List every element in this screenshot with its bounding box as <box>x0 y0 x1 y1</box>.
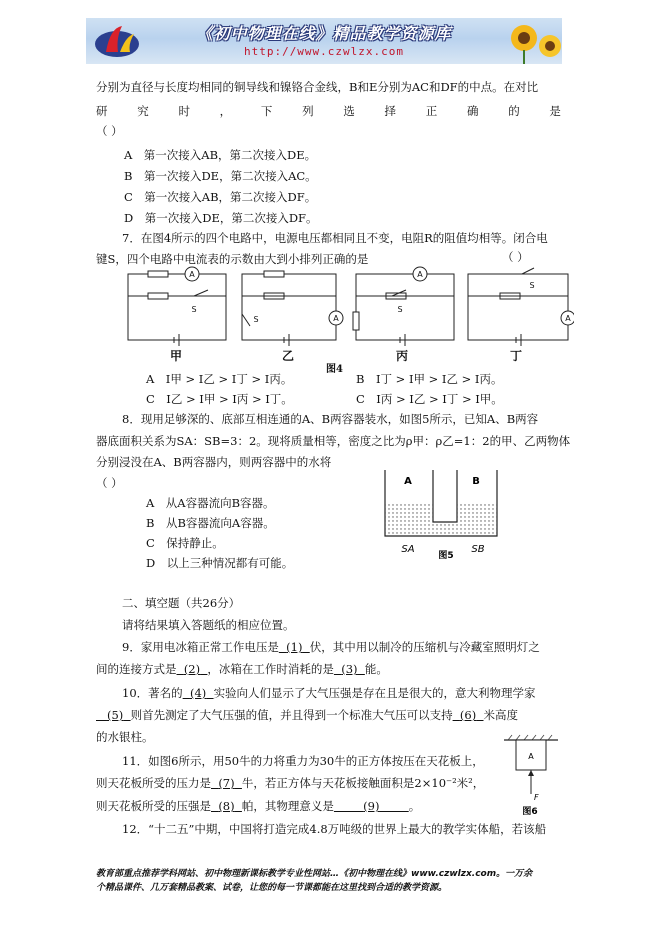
container-b-label: B <box>472 476 480 487</box>
blank-7-label: (7) <box>218 776 235 790</box>
q11-text: 。 <box>408 799 421 813</box>
q6-char: 时 <box>178 104 190 118</box>
ammeter-label: A <box>565 314 571 323</box>
q6-option-c: C 第一次接入AB，第二次接入DF。 <box>124 190 317 204</box>
blank-2-label: (2) <box>183 662 201 676</box>
q8-option-c: C 保持静止。 <box>146 536 224 550</box>
switch-label: S <box>253 315 259 324</box>
q9-text: 9．家用电冰箱正常工作电压是 <box>122 640 279 654</box>
blank-8 <box>211 799 242 813</box>
q11-line1: 11．如图6所示，用50牛的力将重力为30牛的正方体按压在天花板上， <box>122 754 484 768</box>
q10-line2 <box>96 708 518 722</box>
area-sb-label: SB <box>471 544 485 555</box>
force-label: F <box>534 793 539 802</box>
figure-4-circuits <box>124 266 574 362</box>
area-sa-label: SA <box>401 544 415 555</box>
blank-9-label: (9) <box>363 799 380 813</box>
switch-label: S <box>529 281 535 290</box>
q7-line1: 7．在图4所示的四个电路中，电源电压都相同且不变，电阻R的阻值均相等。闭合电 <box>122 231 548 245</box>
blank-3 <box>334 662 365 676</box>
block-label: A <box>528 752 534 761</box>
circuit-label-yi: 乙 <box>281 349 295 362</box>
sunflower-icon <box>506 18 562 64</box>
circuit-label-jia: 甲 <box>169 349 183 362</box>
blank-5 <box>96 708 131 722</box>
q7-line2: 键S，四个电路中电流表的示数由大到小排列正确的是 <box>96 252 369 266</box>
figure-5-caption: 图5 <box>438 551 454 560</box>
section-2-instruction: 请将结果填入答题纸的相应位置。 <box>122 618 295 632</box>
blank-4-label: (4) <box>189 686 207 700</box>
q12-line1: 12．“十二五”中期，中国将打造完成4.8万吨级的世界上最大的教学实体船，若该船 <box>122 822 547 836</box>
switch-label: S <box>397 305 403 314</box>
q10-text: 则首先测定了大气压强的值，并且得到一个标准大气压可以支持 <box>130 708 453 722</box>
q11-line2 <box>96 776 484 790</box>
q8-option-d: D 以上三种情况都有可能。 <box>146 556 294 570</box>
q6-option-b: B 第一次接入DE，第二次接入AC。 <box>124 169 317 183</box>
q6-intro-line1: 分别为直径与长度均相同的铜导线和镍铬合金线，B和E分别为AC和DF的中点。在对比 <box>96 80 539 94</box>
q6-char: 下 <box>260 104 273 118</box>
q7-option-c: C I乙 > I甲 > I丙 > I丁。 <box>146 392 293 406</box>
ammeter-label: A <box>189 270 195 279</box>
q6-char: 选 <box>343 104 355 118</box>
q10-line3: 的水银柱。 <box>96 730 154 744</box>
switch-label: S <box>191 305 197 314</box>
q8-bracket: （ ） <box>96 476 123 490</box>
blank-1-label: (1) <box>286 640 303 654</box>
q9-text: ，冰箱在工作时消耗的是 <box>207 662 334 676</box>
blank-8-label: (8) <box>218 799 235 813</box>
figure-6-caption: 图6 <box>522 807 538 817</box>
footer-line2: 个精品课件、几万套精品教案、试卷，让您的每一节课都能在这里找到合适的教学资源。 <box>96 883 448 893</box>
q8-line3: 分别浸没在A、B两容器内，则两容器中的水将 <box>96 455 332 469</box>
blank-9 <box>334 799 409 813</box>
q9-text: 伏，其中用以制冷的压缩机与冷藏室照明灯之 <box>309 640 540 654</box>
figure-4-caption: 图4 <box>326 364 343 375</box>
blank-4 <box>183 686 214 700</box>
q11-text: 帕，其物理意义是 <box>241 799 334 813</box>
q6-char: 究 <box>137 104 149 118</box>
q10-line1 <box>122 686 536 700</box>
blank-3-label: (3) <box>341 662 358 676</box>
q11-text: 则天花板所受的压强是 <box>96 799 211 813</box>
q8-line2: 器底面积关系为SA：SB=3：2。现将质量相等，密度之比为ρ甲：ρ乙=1：2的甲、乙两物体 <box>96 434 571 448</box>
circuit-label-ding: 丁 <box>509 349 523 362</box>
header-banner <box>86 18 562 64</box>
q7-option-a: A I甲 > I乙 > I丁 > I丙。 <box>146 372 293 386</box>
q8-option-b: B 从B容器流向A容器。 <box>146 516 275 530</box>
q11-line3 <box>96 799 420 813</box>
blank-5-label: (5) <box>106 708 124 722</box>
q9-line2 <box>96 662 388 676</box>
q10-text: 实验向人们显示了大气压强是存在且是很大的，意大利物理学家 <box>213 686 536 700</box>
footer-line1: 教育部重点推荐学科网站、初中物理新课标教学专业性网站…《初中物理在线》www.czwlzx.com。一万余 <box>96 869 533 879</box>
figure-5-containers <box>384 468 500 560</box>
section-2-title: 二、填空题（共26分） <box>122 596 241 610</box>
q6-option-a: A 第一次接入AB，第二次接入DE。 <box>124 148 317 162</box>
q6-char: 确 <box>466 104 479 118</box>
q6-bracket: （ ） <box>96 124 123 138</box>
q6-char: 列 <box>302 104 314 118</box>
q6-char: 的 <box>508 104 520 118</box>
q6-intro-line2 <box>96 104 561 118</box>
q6-option-d: D 第一次接入DE，第二次接入DF。 <box>124 211 318 225</box>
q7-option-d: C I丙 > I乙 > I丁 > I甲。 <box>356 392 503 406</box>
ammeter-label: A <box>417 270 423 279</box>
q10-text: 10．著名的 <box>122 686 183 700</box>
figure-6-ceiling <box>500 734 562 818</box>
q6-char: 研 <box>96 104 108 118</box>
q7-option-b: B I丁 > I甲 > I乙 > I丙。 <box>356 372 503 386</box>
container-a-label: A <box>404 476 412 487</box>
q6-char: 正 <box>425 104 438 118</box>
q8-option-a: A 从A容器流向B容器。 <box>146 496 275 510</box>
q7-bracket: （ ） <box>502 250 529 264</box>
q10-text: 米高度 <box>483 708 518 722</box>
banner-url[interactable]: http://www.czwlzx.com <box>243 45 405 58</box>
blank-6-label: (6) <box>459 708 477 722</box>
q9-text: 能。 <box>364 662 388 676</box>
q8-line1: 8．现用足够深的、底部互相连通的A、B两容器装水，如图5所示，已知A、B两容 <box>122 412 539 426</box>
blank-6 <box>453 708 484 722</box>
q9-line1 <box>122 640 540 654</box>
blank-7 <box>211 776 242 790</box>
q6-char: ， <box>219 104 232 118</box>
q11-text: 牛，若正方体与天花板接触面积是2×10⁻²米²， <box>241 776 485 790</box>
q11-text: 则天花板所受的压力是 <box>96 776 211 790</box>
q9-text: 间的连接方式是 <box>96 662 177 676</box>
blank-2 <box>177 662 208 676</box>
q6-char: 择 <box>384 104 397 118</box>
blank-1 <box>279 640 310 654</box>
q6-char: 是 <box>549 104 561 118</box>
banner-title: 《初中物理在线》精品教学资源库 <box>196 24 452 43</box>
ammeter-label: A <box>333 314 339 323</box>
circuit-label-bing: 丙 <box>395 349 409 362</box>
